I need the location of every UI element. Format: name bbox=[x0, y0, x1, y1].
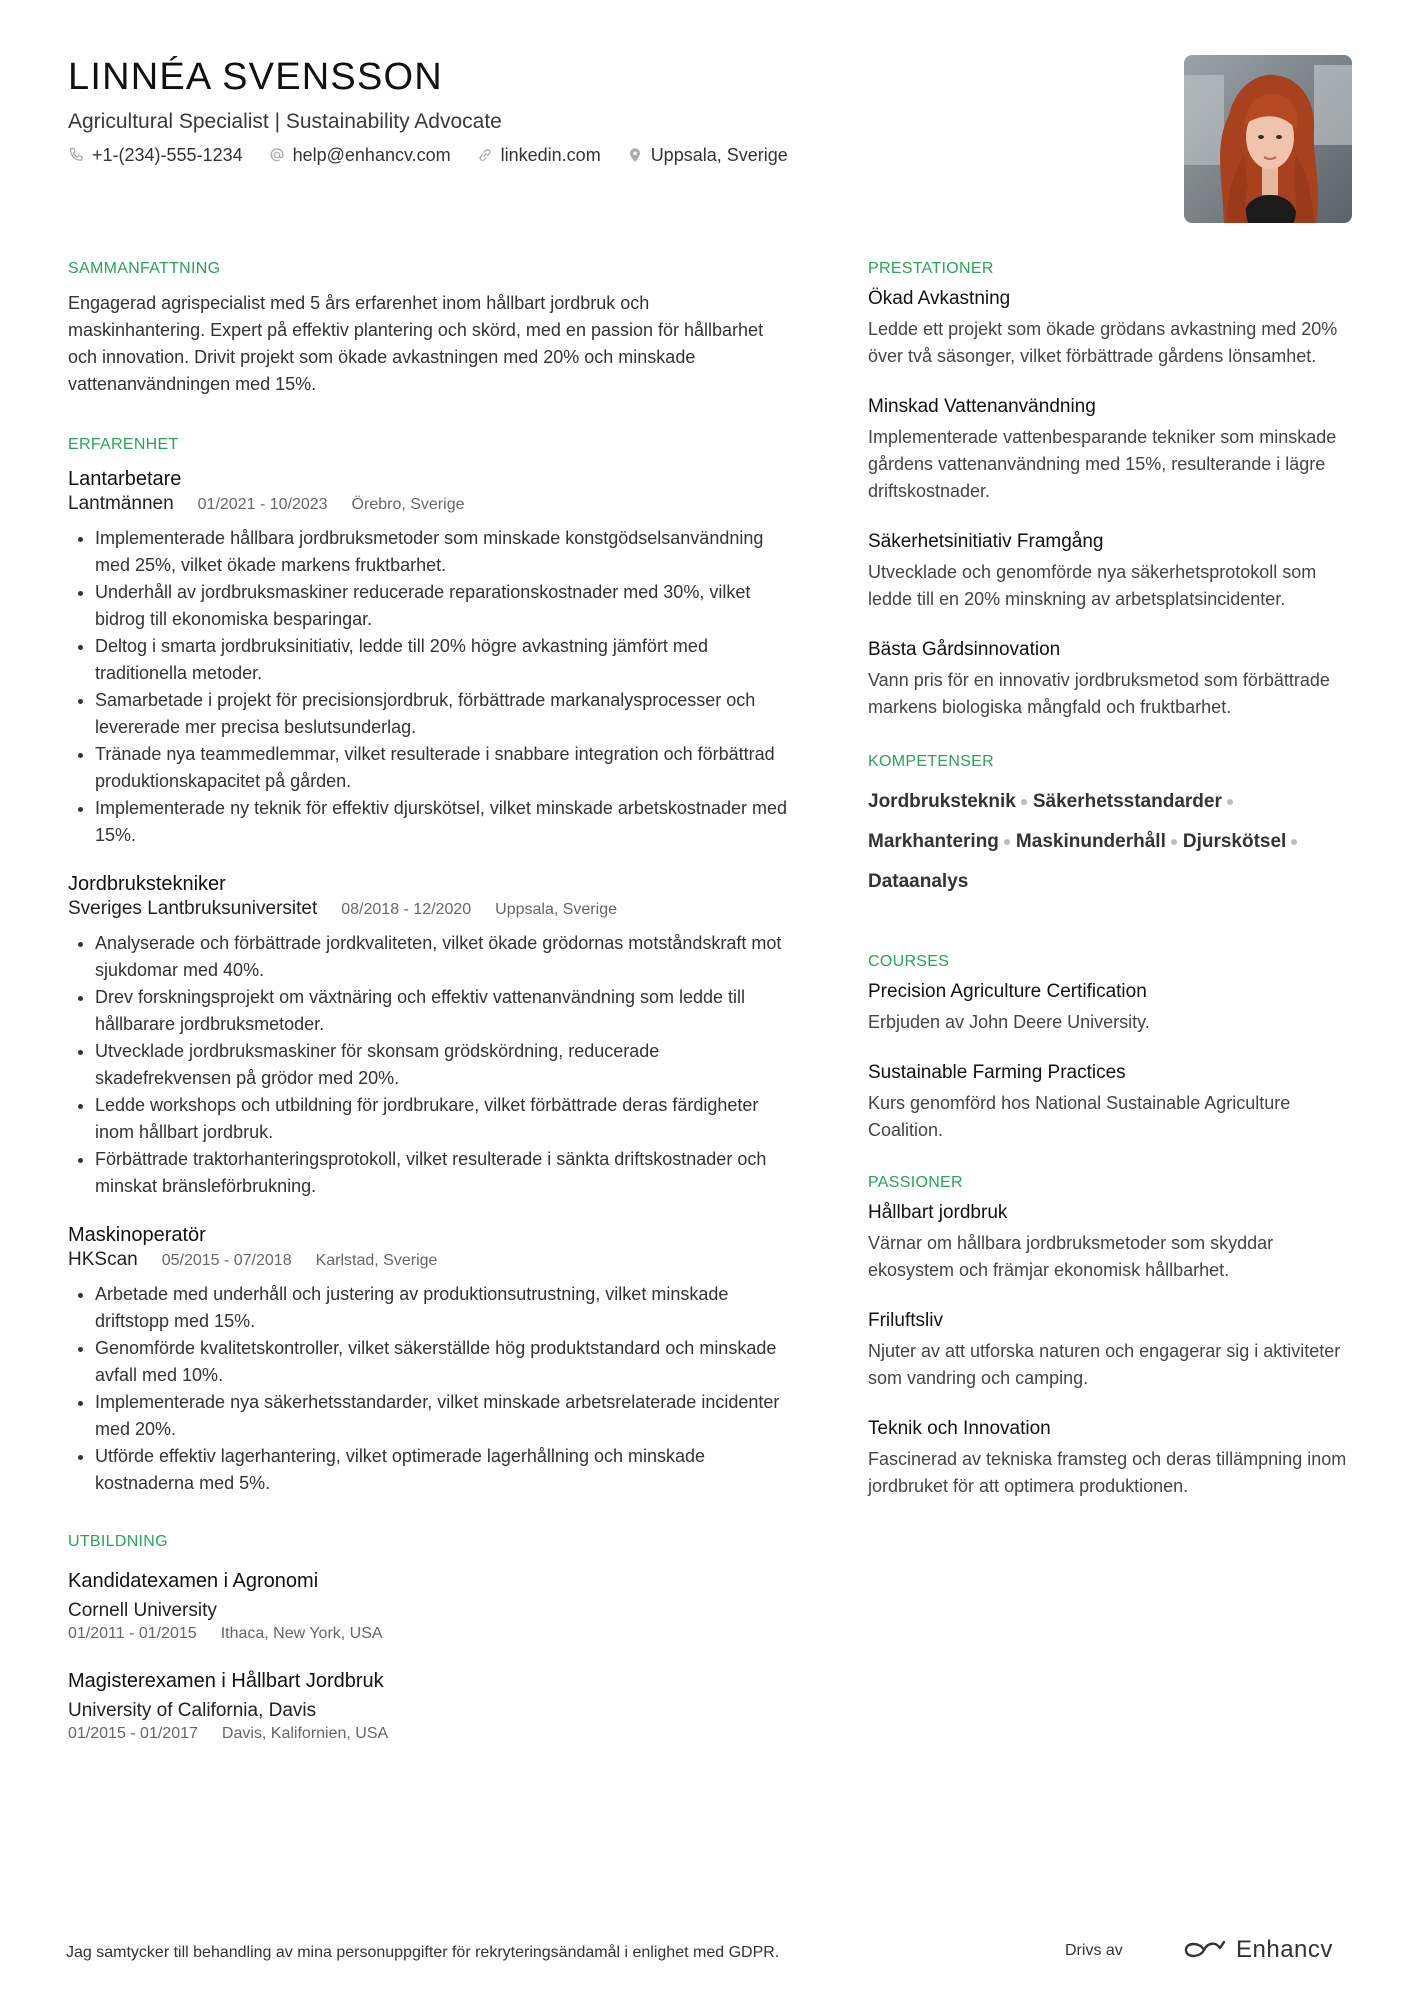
passion-title: Teknik och Innovation bbox=[868, 1418, 1051, 1439]
education-meta bbox=[68, 1623, 788, 1645]
skills-section bbox=[868, 751, 1358, 897]
contact-email-text: help@enhancv.com bbox=[292, 145, 451, 165]
course-desc: Erbjuden av John Deere University. bbox=[868, 1012, 1150, 1032]
course-title: Precision Agriculture Certification bbox=[868, 981, 1147, 1002]
left-column bbox=[68, 258, 788, 1781]
education-location: Davis, Kalifornien, USA bbox=[221, 1725, 389, 1742]
passions-heading: PASSIONER bbox=[868, 1174, 963, 1191]
passions-section bbox=[868, 1172, 1358, 1500]
job-bullet: • Förbättrade traktorhanteringsprotokoll, vilket resulterade i sänkta driftskostnader och minskat bränsleförbrukning. bbox=[95, 1146, 788, 1200]
course-desc: Kurs genomförd hos National Sustainable Agriculture Coalition. bbox=[868, 1093, 1291, 1140]
education-location: Ithaca, New York, USA bbox=[220, 1625, 383, 1642]
job-location: Uppsala, Sverige bbox=[495, 901, 617, 918]
job-entry bbox=[68, 466, 788, 849]
passion-desc: Värnar om hållbara jordbruksmetoder som skyddar ekosystem och främjar ekonomisk hållbarhet. bbox=[868, 1233, 1274, 1280]
course-item bbox=[868, 1060, 1358, 1144]
job-title: Lantarbetare bbox=[68, 468, 182, 490]
achievement-title: Ökad Avkastning bbox=[868, 288, 1011, 309]
skill-tag: Dataanalys bbox=[868, 871, 969, 892]
courses-heading: COURSES bbox=[868, 953, 950, 970]
powered-by-label: Drivs av bbox=[1065, 1942, 1123, 1959]
job-entry bbox=[68, 1222, 788, 1497]
location-icon bbox=[627, 147, 643, 163]
job-bullet: • Underhåll av jordbruksmaskiner reducerade reparationskostnader med 30%, vilket bidrog till ekonomiska besparingar. bbox=[95, 579, 788, 633]
job-bullets bbox=[68, 930, 788, 1200]
education-school: Cornell University bbox=[68, 1600, 217, 1621]
job-bullet: • Implementerade ny teknik för effektiv djurskötsel, vilket minskade arbetskostnader med 15%. bbox=[95, 795, 788, 849]
job-title: Maskinoperatör bbox=[68, 1224, 206, 1246]
skill-tag: Markhantering bbox=[868, 827, 1016, 857]
candidate-name: LINNÉA SVENSSON bbox=[68, 56, 443, 98]
job-bullet: • Implementerade nya säkerhetsstandarder, vilket minskade arbetsrelaterade incidenter med 20%. bbox=[95, 1389, 788, 1443]
job-bullet: • Samarbetade i projekt för precisionsjordbruk, förbättrade markanalysprocesser och levererade mer precisa beslutsunderlag. bbox=[95, 687, 788, 741]
education-heading: UTBILDNING bbox=[68, 1533, 168, 1550]
footer bbox=[66, 1936, 1356, 1970]
job-company: Sveriges Lantbruksuniversitet bbox=[68, 898, 318, 919]
passion-title: Friluftsliv bbox=[868, 1310, 943, 1331]
job-bullet: • Utvecklade jordbruksmaskiner för skonsam grödskördning, reducerade skadefrekvensen på grödor med 20%. bbox=[95, 1038, 788, 1092]
enhancv-logo-icon bbox=[1182, 1938, 1228, 1962]
achievement-desc: Vann pris för en innovativ jordbruksmetod som förbättrade markens biologiska mångfald och fruktbarhet. bbox=[868, 670, 1330, 717]
achievement-item bbox=[868, 394, 1358, 505]
achievement-desc: Implementerade vattenbesparande tekniker som minskade gårdens vattenanvändning med 15%, resulterande i lägre driftskostnader. bbox=[868, 427, 1337, 501]
summary-text: Engagerad agrispecialist med 5 års erfarenhet inom hållbart jordbruk och maskinhantering. Expert på effektiv plantering och skörd, med en passion för hållbarhet och innovation. Drivit projekt som ökade avkastningen med 20% och minskade vattenanvändningen med 15%. bbox=[68, 293, 764, 394]
passion-desc: Njuter av att utforska naturen och engagerar sig i aktiviteter som vandring och camping. bbox=[868, 1341, 1341, 1388]
at-icon bbox=[269, 147, 285, 163]
passion-desc: Fascinerad av tekniska framsteg och deras tillämpning inom jordbruket för att optimera produktionen. bbox=[868, 1449, 1347, 1496]
job-company: HKScan bbox=[68, 1249, 138, 1270]
job-title: Jordbrukstekniker bbox=[68, 873, 226, 895]
job-bullet: • Utförde effektiv lagerhantering, vilket optimerade lagerhållning och minskade kostnaderna med 5%. bbox=[95, 1443, 788, 1497]
summary-section bbox=[68, 258, 788, 398]
skills-heading: KOMPETENSER bbox=[868, 753, 994, 770]
job-bullet: • Analyserade och förbättrade jordkvaliteten, vilket ökade grödornas motståndskraft mot sjukdomar med 40%. bbox=[95, 930, 788, 984]
job-dates: 05/2015 - 07/2018 bbox=[161, 1252, 292, 1269]
job-bullet: • Tränade nya teammedlemmar, vilket resulterade i snabbare integration och förbättrad produktionskapacitet på gården. bbox=[95, 741, 788, 795]
job-bullet: • Ledde workshops och utbildning för jordbrukare, vilket förbättrade deras färdigheter inom hållbart jordbruk. bbox=[95, 1092, 788, 1146]
phone-icon bbox=[68, 147, 84, 163]
achievement-item bbox=[868, 529, 1358, 613]
enhancv-brand[interactable] bbox=[1182, 1936, 1333, 1964]
job-location: Karlstad, Sverige bbox=[315, 1252, 438, 1269]
education-degree: Magisterexamen i Hållbart Jordbruk bbox=[68, 1670, 384, 1692]
enhancv-brand-name: Enhancv bbox=[1236, 1936, 1333, 1963]
gdpr-consent: Jag samtycker till behandling av mina personuppgifter för rekryteringsändamål i enlighet med GDPR. bbox=[66, 1944, 780, 1961]
achievement-title: Minskad Vattenanvändning bbox=[868, 396, 1096, 417]
education-degree: Kandidatexamen i Agronomi bbox=[68, 1570, 319, 1592]
job-bullet: • Genomförde kvalitetskontroller, vilket säkerställde hög produktstandard och minskade avfall med 10%. bbox=[95, 1335, 788, 1389]
job-meta bbox=[68, 897, 788, 922]
achievements-section bbox=[868, 258, 1358, 721]
candidate-subtitle: Agricultural Specialist | Sustainability Advocate bbox=[68, 110, 502, 133]
achievements-heading: PRESTATIONER bbox=[868, 260, 994, 277]
education-entry bbox=[68, 1667, 788, 1745]
contact-email[interactable] bbox=[269, 142, 451, 168]
achievement-desc: Utvecklade och genomförde nya säkerhetsprotokoll som ledde till en 20% minskning av arbetsplatsincidenter. bbox=[868, 562, 1317, 609]
job-bullet: • Implementerade hållbara jordbruksmetoder som minskade konstgödselsanvändning med 25%, vilket ökade markens fruktbarhet. bbox=[95, 525, 788, 579]
job-dates: 01/2021 - 10/2023 bbox=[197, 496, 328, 513]
job-entry bbox=[68, 871, 788, 1200]
achievement-title: Bästa Gårdsinnovation bbox=[868, 639, 1061, 660]
profile-photo bbox=[1184, 55, 1352, 223]
contact-phone-text: +1-(234)-555-1234 bbox=[92, 145, 243, 165]
job-bullets bbox=[68, 525, 788, 849]
job-dates: 08/2018 - 12/2020 bbox=[341, 901, 472, 918]
right-column bbox=[868, 258, 1358, 1536]
summary-heading: SAMMANFATTNING bbox=[68, 260, 221, 277]
experience-heading: ERFARENHET bbox=[68, 436, 179, 453]
job-location: Örebro, Sverige bbox=[351, 496, 465, 513]
skill-tag: Maskinunderhåll bbox=[1016, 827, 1183, 857]
contact-row bbox=[68, 142, 1068, 168]
job-company: Lantmännen bbox=[68, 493, 174, 514]
passion-item bbox=[868, 1308, 1358, 1392]
achievement-title: Säkerhetsinitiativ Framgång bbox=[868, 531, 1104, 552]
education-dates: 01/2015 - 01/2017 bbox=[68, 1725, 198, 1742]
passion-item bbox=[868, 1416, 1358, 1500]
job-bullet: • Drev forskningsprojekt om växtnäring och effektiv vattenanvändning som ledde till hållbarare jordbruksmetoder. bbox=[95, 984, 788, 1038]
skill-tag: Djurskötsel bbox=[1183, 827, 1303, 857]
contact-location bbox=[627, 142, 788, 168]
courses-section bbox=[868, 951, 1358, 1144]
education-section bbox=[68, 1531, 788, 1745]
skills-list bbox=[868, 787, 1338, 897]
job-meta bbox=[68, 492, 788, 517]
education-entry bbox=[68, 1567, 788, 1645]
job-meta bbox=[68, 1248, 788, 1273]
course-title: Sustainable Farming Practices bbox=[868, 1062, 1126, 1083]
job-bullet: • Arbetade med underhåll och justering av produktionsutrustning, vilket minskade driftstopp med 15%. bbox=[95, 1281, 788, 1335]
passion-title: Hållbart jordbruk bbox=[868, 1202, 1008, 1223]
passion-item bbox=[868, 1200, 1358, 1284]
job-bullets bbox=[68, 1281, 788, 1497]
contact-linkedin-text: linkedin.com bbox=[500, 145, 601, 165]
skill-tag: Jordbruksteknik bbox=[868, 787, 1033, 817]
link-icon bbox=[477, 147, 493, 163]
resume-header bbox=[68, 52, 1068, 168]
achievement-item bbox=[868, 286, 1358, 370]
contact-location-text: Uppsala, Sverige bbox=[650, 145, 788, 165]
experience-section bbox=[68, 434, 788, 1497]
contact-phone bbox=[68, 142, 243, 168]
course-item bbox=[868, 979, 1358, 1036]
education-dates: 01/2011 - 01/2015 bbox=[68, 1625, 197, 1642]
education-school: University of California, Davis bbox=[68, 1700, 317, 1721]
skill-tag: Säkerhetsstandarder bbox=[1033, 787, 1239, 817]
achievement-desc: Ledde ett projekt som ökade grödans avkastning med 20% över två säsonger, vilket förbättrade gårdens lönsamhet. bbox=[868, 319, 1338, 366]
education-meta bbox=[68, 1723, 788, 1745]
achievement-item bbox=[868, 637, 1358, 721]
job-bullet: • Deltog i smarta jordbruksinitiativ, ledde till 20% högre avkastning jämfört med traditionella metoder. bbox=[95, 633, 788, 687]
contact-linkedin[interactable] bbox=[477, 142, 601, 168]
